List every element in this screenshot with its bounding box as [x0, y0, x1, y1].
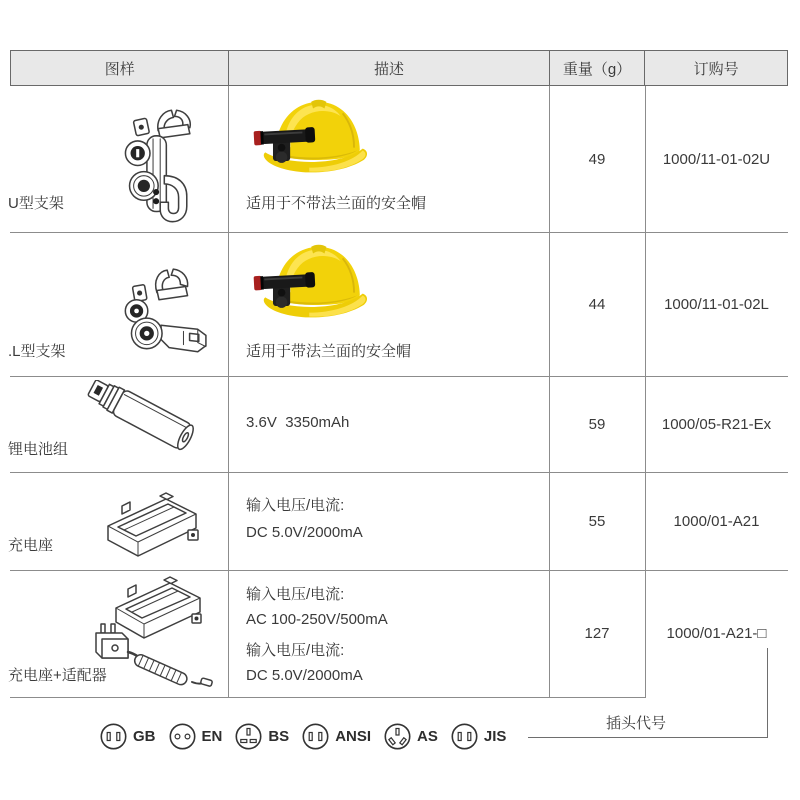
weight-value: 127	[584, 625, 610, 642]
product-description: 输入电压/电流:	[246, 497, 345, 514]
weight-value: 44	[588, 295, 606, 313]
charging-dock-adapter-image	[88, 572, 218, 692]
product-description: 3.6V 3350mAh	[246, 414, 350, 431]
product-description: 适用于带法兰面的安全帽	[246, 343, 412, 360]
order-number: 1000/11-01-02U	[662, 150, 771, 168]
product-description: DC 5.0V/2000mA	[246, 667, 363, 684]
plug-option-ansi: ANSI	[302, 723, 371, 750]
weight-value: 55	[588, 512, 606, 530]
product-description: AC 100-250V/500mA	[246, 611, 388, 628]
product-name: U型支架	[8, 195, 64, 212]
plug-option-as: AS	[384, 723, 438, 750]
product-name: 充电座+适配器	[8, 667, 107, 684]
l-bracket-image	[108, 268, 210, 360]
plug-code-label: 插头代号	[606, 715, 667, 732]
product-name: 充电座	[8, 537, 54, 554]
plug-option-en: EN	[169, 723, 223, 750]
order-number: 1000/11-01-02L	[664, 295, 769, 313]
plug-option-jis: JIS	[451, 723, 507, 750]
plug-icon-as	[384, 723, 411, 750]
product-name: .L型支架	[8, 343, 66, 360]
plug-icon-gb	[100, 723, 127, 750]
product-name: 锂电池组	[8, 441, 69, 458]
table-bottom-border	[10, 697, 646, 698]
column-divider	[228, 86, 229, 697]
plug-code-connector-line	[767, 648, 768, 738]
plug-icon-en	[169, 723, 196, 750]
header-cell-description: 描述	[228, 51, 548, 85]
product-description: 输入电压/电流:	[246, 642, 345, 659]
u-bracket-image	[105, 108, 197, 226]
weight-value: 49	[588, 150, 606, 168]
header-cell-order: 订购号	[644, 51, 787, 85]
product-description: DC 5.0V/2000mA	[246, 524, 363, 541]
plug-code-connector-line	[528, 737, 768, 738]
plug-option-gb: GB	[100, 723, 156, 750]
order-number: 1000/05-R21-Ex	[661, 415, 772, 433]
order-number: 1000/01-A21	[673, 512, 760, 530]
plug-icon-bs	[235, 723, 262, 750]
plug-icon-ansi	[302, 723, 329, 750]
charging-dock-image	[98, 486, 208, 566]
product-description: 适用于不带法兰面的安全帽	[246, 195, 427, 212]
helmet-image	[252, 92, 376, 188]
plug-icon-jis	[451, 723, 478, 750]
battery-image	[86, 380, 214, 466]
header-cell-image: 图样	[104, 60, 135, 78]
table-header	[10, 50, 788, 86]
header-cell-weight: 重量（g）	[549, 51, 645, 85]
plug-code-legend	[100, 723, 506, 750]
weight-value: 59	[588, 415, 606, 433]
product-description: 输入电压/电流:	[246, 586, 345, 603]
plug-option-bs: BS	[235, 723, 289, 750]
helmet-image	[252, 237, 376, 333]
order-number: 1000/01-A21-□	[666, 625, 767, 642]
